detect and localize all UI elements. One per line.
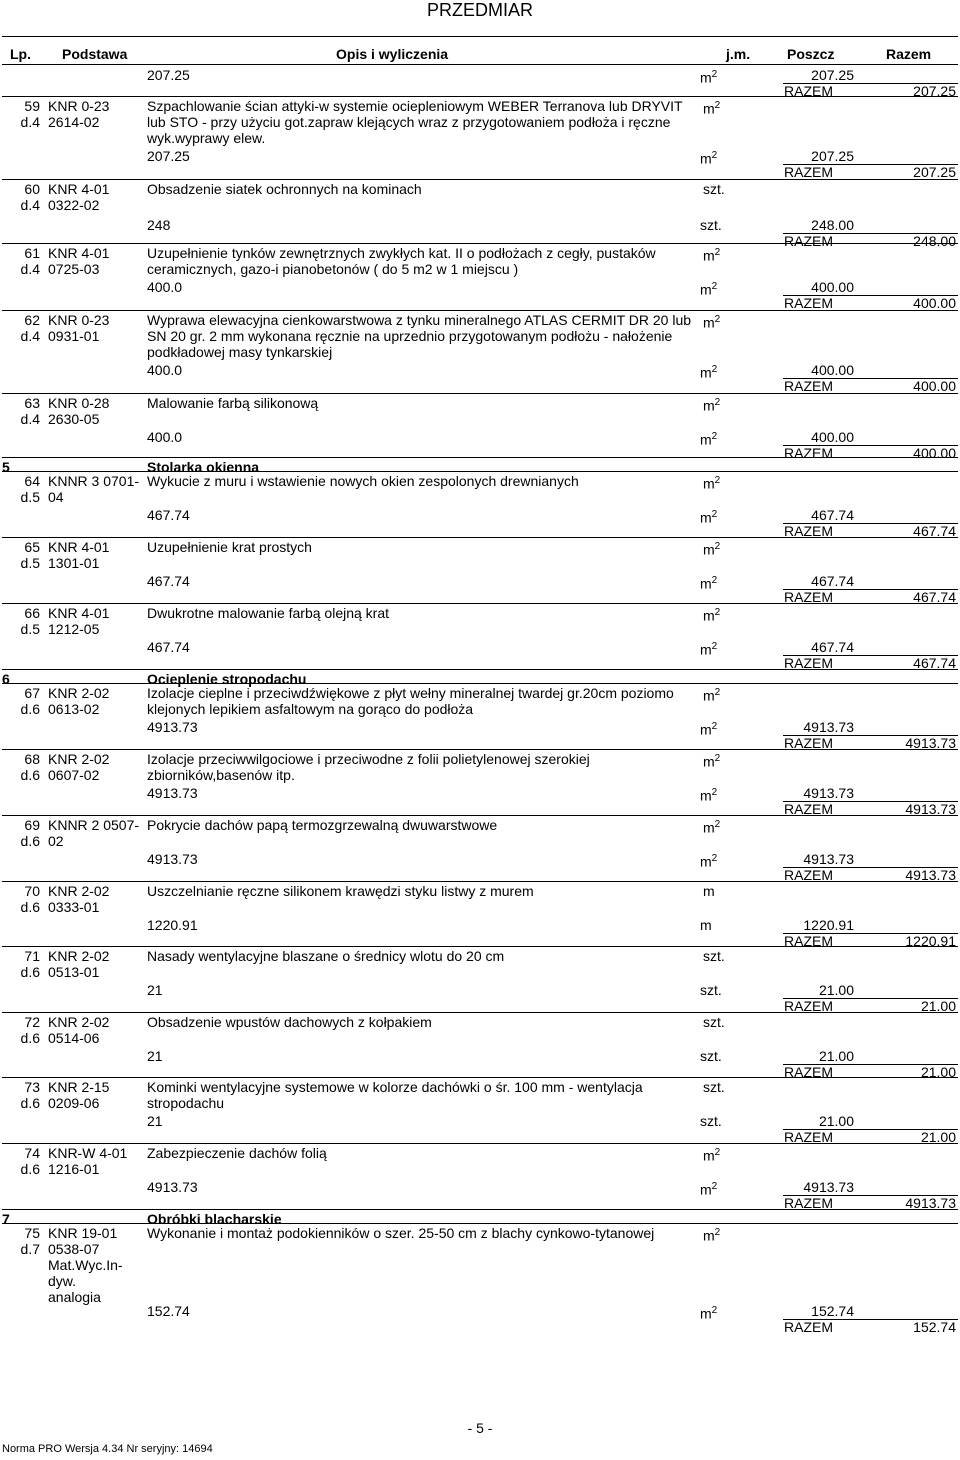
item-lp: 64 d.5 (20, 473, 40, 505)
item-razem-label: RAZEM (784, 998, 833, 1014)
item-razem-label: RAZEM (784, 867, 833, 883)
carry-qty: 207.25 (147, 67, 190, 83)
item-quantity-unit: $m^2$ (700, 1305, 718, 1322)
section-title: Stolarka okienna (147, 459, 260, 475)
item-razem-value: 4913.73 (905, 735, 956, 751)
carry-unit: $m^2$ (700, 69, 718, 86)
item-description: Szpachlowanie ścian attyki-w systemie ociepleniowym WEBER Terranova lub DRYVIT lub STO - przy użyciu got.zapraw klejących wraz z przygotowaniem podłoża i ręczne wyk.wyprawy elew. (147, 98, 683, 146)
item-razem-label: RAZEM (784, 933, 833, 949)
item-description: Uszczelnianie ręczne silikonem krawędzi styku listwy z murem (147, 883, 534, 899)
section-separator (2, 669, 958, 670)
row-separator (2, 96, 958, 97)
item-razem-value: 467.74 (913, 655, 956, 671)
item-razem-label: RAZEM (784, 1195, 833, 1211)
row-separator (2, 603, 958, 604)
item-unit: $m^2$ (703, 397, 721, 414)
item-partial-value: 4913.73 (803, 785, 854, 801)
item-quantity: 400.0 (147, 279, 183, 295)
item-lp: 61 d.4 (20, 245, 40, 277)
item-razem-value: 467.74 (913, 589, 956, 605)
item-partial-value: 152.74 (811, 1303, 854, 1319)
item-podstawa: KNR 4-01 0725-03 (48, 245, 110, 277)
item-partial-value: 21.00 (818, 1048, 854, 1064)
item-quantity-unit: $m^2$ (700, 281, 718, 298)
item-partial-value: 4913.73 (803, 1179, 854, 1195)
item-podstawa: KNR 4-01 1301-01 (48, 539, 110, 571)
item-lp: 65 d.5 (20, 539, 40, 571)
item-description: Dwukrotne malowanie farbą olejną krat (147, 605, 390, 621)
row-separator (2, 243, 958, 244)
item-quantity-unit: szt. (700, 1113, 722, 1129)
item-unit: $m^2$ (703, 607, 721, 624)
item-podstawa: KNR 4-01 0322-02 (48, 181, 110, 213)
item-partial-value: 467.74 (811, 573, 854, 589)
item-unit: $m^2$ (703, 687, 721, 704)
item-partial-value: 248.00 (811, 217, 854, 233)
item-razem-value: 21.00 (920, 1064, 956, 1080)
item-quantity: 467.74 (147, 639, 190, 655)
item-razem-label: RAZEM (784, 164, 833, 180)
item-partial-value: 467.74 (811, 507, 854, 523)
item-quantity-unit: $m^2$ (700, 431, 718, 448)
item-lp: 70 d.6 (20, 883, 40, 915)
item-partial-value: 400.00 (811, 362, 854, 378)
item-quantity: 4913.73 (147, 851, 198, 867)
item-razem-value: 400.00 (913, 378, 956, 394)
item-description: Pokrycie dachów papą termozgrzewalną dwuwarstwowe (147, 817, 498, 833)
item-razem-label: RAZEM (784, 1129, 833, 1145)
carry-razem-label: RAZEM (784, 83, 833, 99)
item-podstawa: KNR 2-02 0607-02 (48, 751, 110, 783)
carry-razem-value: 207.25 (913, 83, 956, 99)
item-lp: 74 d.6 (20, 1145, 40, 1177)
section-title: Ocieplenie stropodachu (147, 671, 307, 687)
item-unit: m (703, 883, 715, 899)
item-description: Wykonanie i montaż podokienników o szer. 25-50 cm z blachy cynkowo-tytanowej (147, 1225, 655, 1241)
item-razem-label: RAZEM (784, 295, 833, 311)
item-lp: 75 d.7 (20, 1225, 40, 1257)
item-lp: 63 d.4 (20, 395, 40, 427)
item-podstawa: KNR 0-23 0931-01 (48, 312, 110, 344)
item-quantity: 21 (147, 982, 163, 998)
row-separator (2, 881, 958, 882)
item-partial-value: 207.25 (811, 148, 854, 164)
item-razem-label: RAZEM (784, 378, 833, 394)
item-partial-value: 21.00 (818, 982, 854, 998)
item-partial-value: 21.00 (818, 1113, 854, 1129)
item-razem-label: RAZEM (784, 735, 833, 751)
item-quantity: 400.0 (147, 362, 183, 378)
item-razem-value: 21.00 (920, 998, 956, 1014)
item-description: Wykucie z muru i wstawienie nowych okien zespolonych drewnianych (147, 473, 579, 489)
item-quantity-unit: $m^2$ (700, 853, 718, 870)
item-podstawa: KNR 0-23 2614-02 (48, 98, 110, 130)
item-quantity: 4913.73 (147, 785, 198, 801)
item-partial-value: 1220.91 (803, 917, 854, 933)
item-lp: 66 d.5 (20, 605, 40, 637)
row-separator (2, 815, 958, 816)
item-lp: 62 d.4 (20, 312, 40, 344)
item-quantity: 207.25 (147, 148, 190, 164)
row-separator (2, 946, 958, 947)
item-razem-label: RAZEM (784, 1064, 833, 1080)
item-quantity-unit: $m^2$ (700, 1181, 718, 1198)
row-separator (2, 471, 958, 472)
item-razem-label: RAZEM (784, 655, 833, 671)
row-separator (2, 1223, 958, 1224)
item-podstawa: KNNR 2 0507- 02 (48, 817, 140, 849)
item-partial-value: 400.00 (811, 429, 854, 445)
item-quantity: 21 (147, 1113, 163, 1129)
row-separator (2, 537, 958, 538)
row-separator (2, 1143, 958, 1144)
header-poszcz: Poszcz (787, 46, 835, 62)
row-separator (2, 393, 958, 394)
item-unit: szt. (703, 1014, 725, 1030)
item-description: Izolacje cieplne i przeciwdźwiękowe z płyt wełny mineralnej twardej gr.20cm poziomo klejonych lepikiem asfaltowym na gorąco do podłoża (147, 685, 674, 717)
item-razem-label: RAZEM (784, 1319, 833, 1335)
item-unit: szt. (703, 1079, 725, 1095)
item-quantity-unit: m (700, 917, 712, 933)
item-podstawa: KNR 2-02 0514-06 (48, 1014, 110, 1046)
item-unit: szt. (703, 948, 725, 964)
item-unit: szt. (703, 181, 725, 197)
item-podstawa: KNR 0-28 2630-05 (48, 395, 110, 427)
item-unit: $m^2$ (703, 247, 721, 264)
item-razem-label: RAZEM (784, 233, 833, 249)
item-quantity-unit: szt. (700, 1048, 722, 1064)
item-quantity: 4913.73 (147, 1179, 198, 1195)
item-razem-value: 4913.73 (905, 1195, 956, 1211)
item-lp: 59 d.4 (20, 98, 40, 130)
row-separator (2, 683, 958, 684)
item-description: Uzupełnienie tynków zewnętrznych zwykłych kat. II o podłożach z cegły, pustaków ceramicznych, gazo-i pianobetonów ( do 5 m2 w 1 miejscu ) (147, 245, 656, 277)
item-razem-label: RAZEM (784, 801, 833, 817)
item-podstawa: KNR 19-01 0538-07 Mat.Wyc.In- dyw. analogia (48, 1225, 123, 1305)
item-lp: 72 d.6 (20, 1014, 40, 1046)
item-unit: $m^2$ (703, 314, 721, 331)
item-description: Kominki wentylacyjne systemowe w kolorze dachówki o śr. 100 mm - wentylacja stropodachu (147, 1079, 643, 1111)
item-quantity: 467.74 (147, 573, 190, 589)
item-quantity-unit: $m^2$ (700, 721, 718, 738)
item-quantity-unit: szt. (700, 217, 722, 233)
item-podstawa: KNR 2-02 0513-01 (48, 948, 110, 980)
item-description: Uzupełnienie krat prostych (147, 539, 312, 555)
item-quantity-unit: $m^2$ (700, 509, 718, 526)
item-podstawa: KNR 4-01 1212-05 (48, 605, 110, 637)
item-description: Obsadzenie siatek ochronnych na kominach (147, 181, 422, 197)
item-unit: $m^2$ (703, 475, 721, 492)
item-razem-value: 21.00 (920, 1129, 956, 1145)
section-number: 6 (2, 671, 10, 687)
item-podstawa: KNNR 3 0701- 04 (48, 473, 140, 505)
item-lp: 68 d.6 (20, 751, 40, 783)
row-separator (2, 179, 958, 180)
item-unit: $m^2$ (703, 100, 721, 117)
item-razem-value: 248.00 (913, 233, 956, 249)
item-partial-value: 400.00 (811, 279, 854, 295)
item-lp: 69 d.6 (20, 817, 40, 849)
document-title: PRZEDMIAR (426, 0, 533, 20)
item-quantity: 400.0 (147, 429, 183, 445)
item-razem-label: RAZEM (784, 445, 833, 461)
item-podstawa: KNR-W 4-01 1216-01 (48, 1145, 128, 1177)
item-partial-value: 467.74 (811, 639, 854, 655)
item-razem-value: 4913.73 (905, 801, 956, 817)
item-quantity: 21 (147, 1048, 163, 1064)
item-razem-label: RAZEM (784, 523, 833, 539)
item-quantity-unit: $m^2$ (700, 364, 718, 381)
item-razem-value: 400.00 (913, 445, 956, 461)
item-description: Nasady wentylacyjne blaszane o średnicy wlotu do 20 cm (147, 948, 505, 964)
header-opis: Opis i wyliczenia (336, 46, 449, 62)
item-quantity: 248 (147, 217, 171, 233)
item-razem-value: 4913.73 (905, 867, 956, 883)
page-number: - 5 - (467, 1420, 493, 1436)
item-podstawa: KNR 2-02 0333-01 (48, 883, 110, 915)
header-jm: j.m. (726, 46, 751, 62)
item-description: Obsadzenie wpustów dachowych z kołpakiem (147, 1014, 432, 1030)
section-number: 7 (2, 1211, 10, 1227)
item-razem-value: 152.74 (913, 1319, 956, 1335)
item-unit: $m^2$ (703, 1147, 721, 1164)
item-razem-value: 400.00 (913, 295, 956, 311)
item-quantity: 467.74 (147, 507, 190, 523)
item-unit: $m^2$ (703, 1227, 721, 1244)
item-razem-label: RAZEM (784, 589, 833, 605)
section-number: 5 (2, 459, 10, 475)
item-description: Zabezpieczenie dachów folią (147, 1145, 327, 1161)
section-separator (2, 457, 958, 458)
item-quantity: 1220.91 (147, 917, 198, 933)
item-unit: $m^2$ (703, 541, 721, 558)
item-unit: $m^2$ (703, 819, 721, 836)
item-quantity: 4913.73 (147, 719, 198, 735)
item-description: Malowanie farbą silikonową (147, 395, 319, 411)
item-razem-value: 1220.91 (905, 933, 956, 949)
item-quantity-unit: $m^2$ (700, 787, 718, 804)
item-partial-value: 4913.73 (803, 851, 854, 867)
header-podstawa: Podstawa (62, 46, 128, 62)
item-lp: 71 d.6 (20, 948, 40, 980)
item-description: Izolacje przeciwwilgociowe i przeciwodne z folii polietylenowej szerokiej zbiorników,basenów itp. (147, 751, 590, 783)
item-quantity-unit: $m^2$ (700, 150, 718, 167)
row-separator (2, 749, 958, 750)
item-podstawa: KNR 2-02 0613-02 (48, 685, 110, 717)
row-separator (2, 310, 958, 311)
row-separator (2, 1012, 958, 1013)
item-lp: 73 d.6 (20, 1079, 40, 1111)
item-partial-value: 4913.73 (803, 719, 854, 735)
section-title: Obróbki blacharskie (147, 1211, 282, 1227)
item-quantity: 152.74 (147, 1303, 190, 1319)
item-lp: 67 d.6 (20, 685, 40, 717)
row-separator (2, 1077, 958, 1078)
item-description: Wyprawa elewacyjna cienkowarstwowa z tynku mineralnego ATLAS CERMIT DR 20 lub SN 20 gr. 2 mm wykonana ręcznie na uprzednio przygotowanym podłożu - nałożenie podkładowej masy tynkarskiej (147, 312, 692, 360)
item-quantity-unit: $m^2$ (700, 575, 718, 592)
item-quantity-unit: szt. (700, 982, 722, 998)
item-razem-value: 207.25 (913, 164, 956, 180)
header-lp: Lp. (10, 46, 31, 62)
item-unit: $m^2$ (703, 753, 721, 770)
item-razem-value: 467.74 (913, 523, 956, 539)
header-razem: Razem (886, 46, 932, 62)
footer-version: Norma PRO Wersja 4.34 Nr seryjny: 14694 (2, 1443, 213, 1455)
item-quantity-unit: $m^2$ (700, 641, 718, 658)
item-podstawa: KNR 2-15 0209-06 (48, 1079, 110, 1111)
section-separator (2, 1209, 958, 1210)
item-lp: 60 d.4 (20, 181, 40, 213)
carry-value: 207.25 (811, 67, 854, 83)
